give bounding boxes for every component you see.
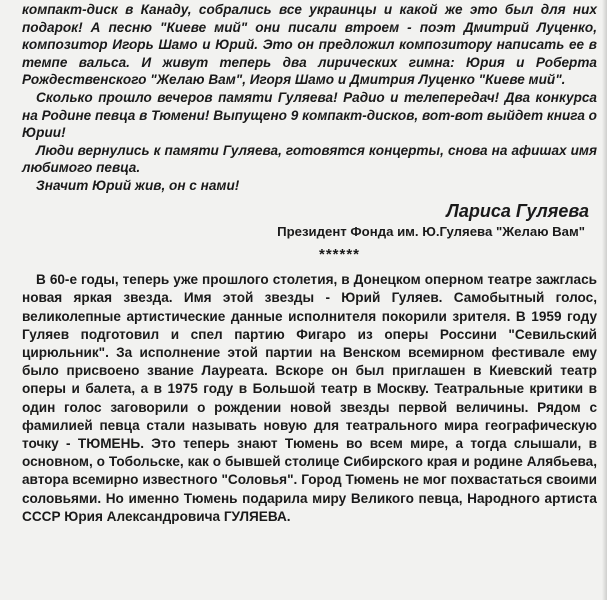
section-divider: ****** <box>318 245 361 263</box>
intro-paragraph-1: компакт-диск в Канаду, собрались все украинцы и какой же это был для них подарок! А песню "Киеве мий" они писали втроем - поэт Дмитрий Луценко, композитор Игорь Шамо и Юрий. Это он предложил композитору написать ее в темпе вальса. И живут теперь два лирических гимна: Юрия и Роберта Рождественского "Желаю Вам", Игоря Шамо и Дмитрия Луценко "Киеве мий". <box>22 2 597 88</box>
intro-paragraph-4: Значит Юрий жив, он с нами! <box>36 177 240 193</box>
intro-paragraph-3: Люди вернулись к памяти Гуляева, готовятся концерты, снова на афишах имя любимого певца. <box>22 142 597 176</box>
signature-title: Президент Фонда им. Ю.Гуляева "Желаю Вам" <box>277 223 585 239</box>
intro-paragraph-2: Сколько прошло вечеров памяти Гуляева! Радио и телепередач! Два конкурса на Родине певца в Тюмени! Выпущено 9 компакт-дисков, вот-вот выйдет книга о Юрии! <box>22 89 597 141</box>
signature-name: Лариса Гуляева <box>446 200 589 221</box>
scan-edge-shadow <box>602 0 607 600</box>
article-paragraph: В 60-е годы, теперь уже прошлого столетия, в Донецком оперном театре зажглась новая яркая звезда. Имя этой звезды - Юрий Гуляев. Самобытный голос, великолепные артистические данные исполнителя покорили зрителя. В 1959 году Гуляев подготовил и спел партию Фигаро из оперы Россини "Севильский цирюльник". За исполнение этой партии на Венском всемирном фестивале ему было присвоено звание Лауреата. Вскоре он был приглашен в Киевский театр оперы и балета, а в 1975 году в Большой театр в Москву. Театральные критики в один голос заговорили о рождении новой звезды первой величины. Рядом с фамилией певца стали называть новую для театрального мира географическую точку - ТЮМЕНЬ. Это теперь знают Тюмень во всем мире, а тогда слышали, в основном, о Тобольске, как о бывшей столице Сибирского края и родине Алябьева, автора всемирно известного "Соловья". Город Тюмень не мог похвастаться своими соловьями. Но именно Тюмень подарила миру Великого певца, Народного артиста СССР Юрия Александровича ГУЛЯЕВА. <box>22 272 597 524</box>
